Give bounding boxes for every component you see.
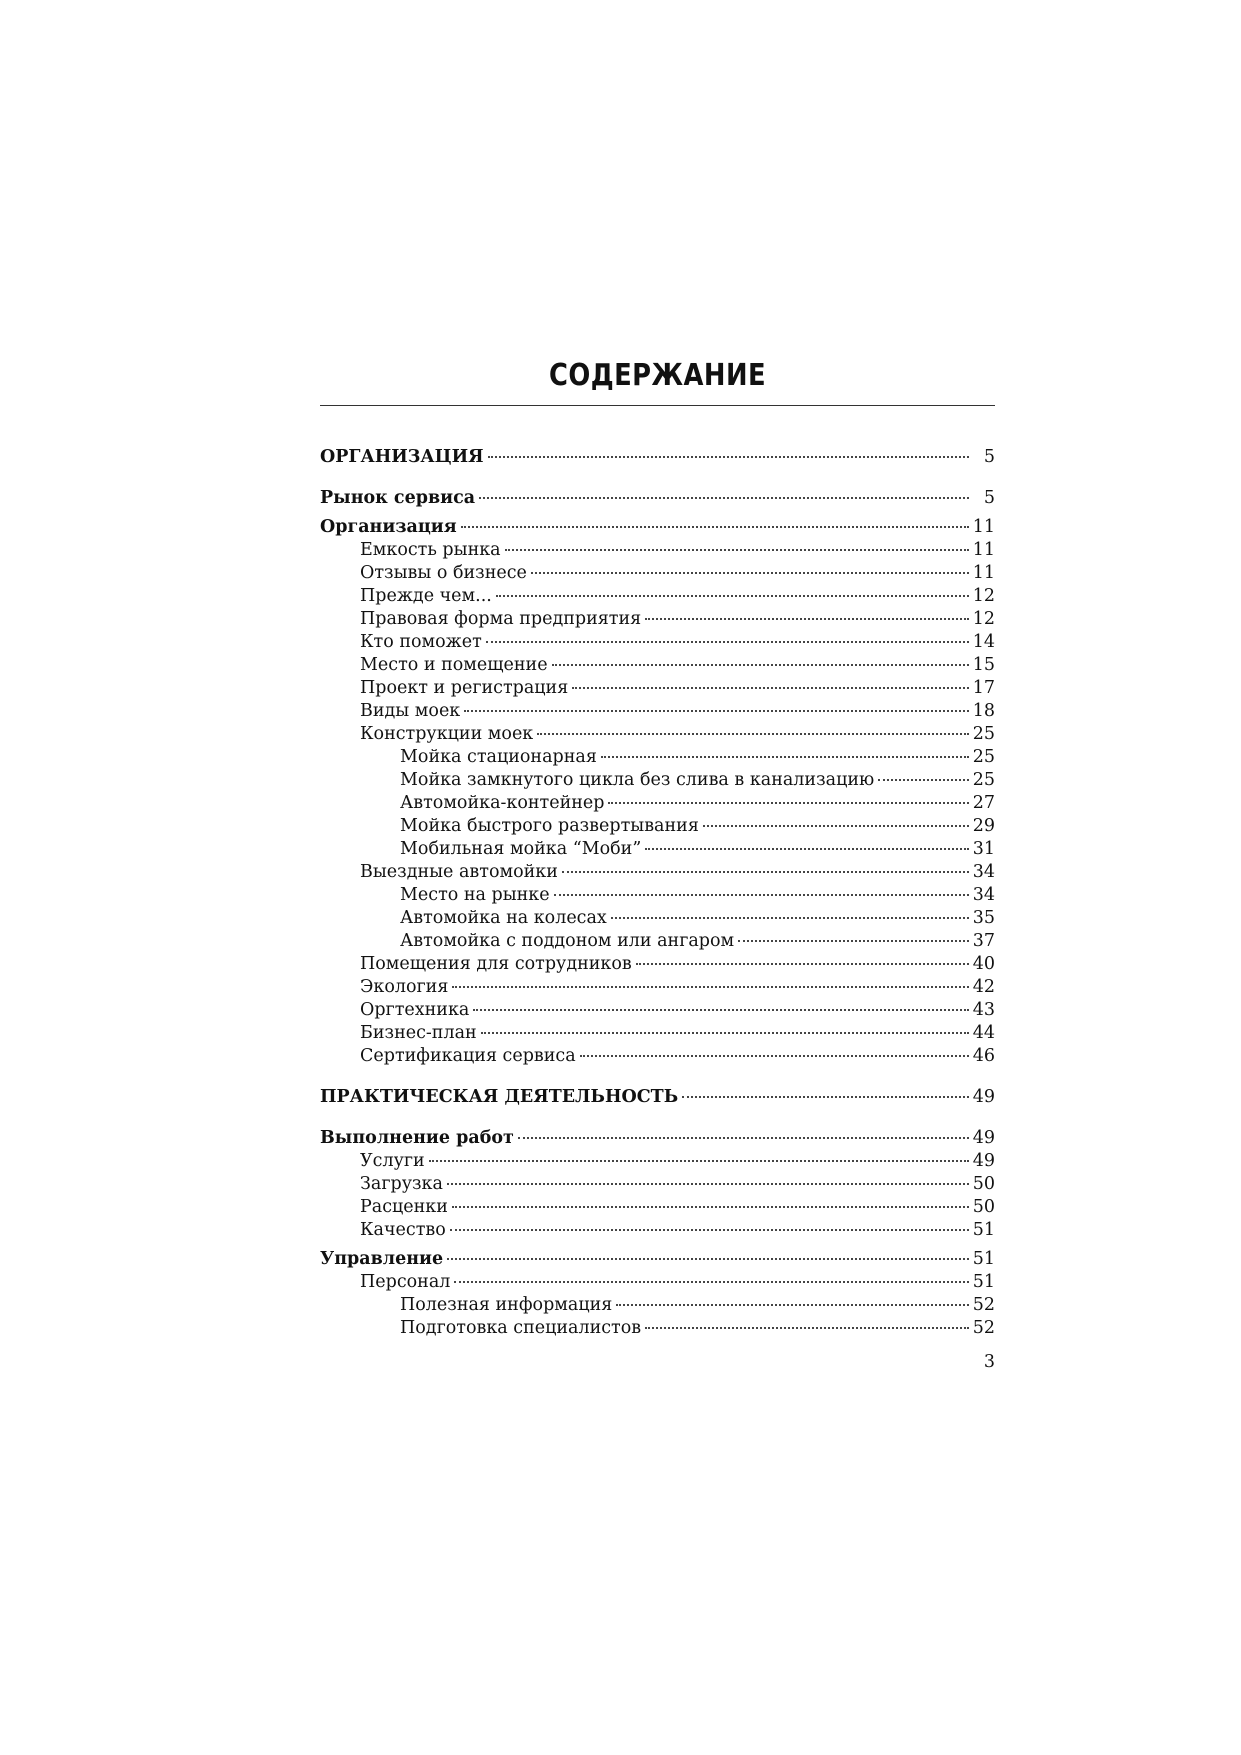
toc-entry-page: 49: [972, 1151, 995, 1171]
dot-leader: [488, 456, 969, 458]
toc-entry-page: 43: [972, 1000, 995, 1020]
toc-entry-label: Мойка быстрого развертывания: [400, 816, 699, 836]
toc-entry[interactable]: [320, 446, 995, 469]
toc-entry-page: 5: [983, 488, 995, 508]
dot-leader: [450, 1229, 969, 1231]
toc-entry-page: 51: [972, 1220, 995, 1240]
toc-entry-page: 11: [972, 563, 995, 583]
dot-leader: [608, 802, 968, 804]
dot-leader: [645, 848, 968, 850]
toc-entry[interactable]: [320, 1086, 995, 1109]
dot-leader: [429, 1160, 969, 1162]
toc-entry-page: 49: [972, 1087, 995, 1107]
toc-entry[interactable]: [320, 953, 995, 976]
page-title: СОДЕРЖАНИЕ: [548, 358, 767, 393]
toc-entry-label: Место на рынке: [400, 885, 550, 905]
toc-entry-page: 46: [972, 1046, 995, 1066]
toc-entry-page: 15: [972, 655, 995, 675]
dot-leader: [611, 917, 969, 919]
toc-entry[interactable]: [320, 769, 995, 792]
toc-entry-label: Кто поможет: [360, 632, 482, 652]
toc-entry-label: Сертификация сервиса: [360, 1046, 576, 1066]
dot-leader: [537, 733, 968, 735]
dot-leader: [636, 963, 969, 965]
toc-entry-label: Место и помещение: [360, 655, 548, 675]
toc-entry[interactable]: [320, 631, 995, 654]
dot-leader: [552, 664, 969, 666]
dot-leader: [554, 894, 969, 896]
toc-entry-label: Мойка стационарная: [400, 747, 597, 767]
dot-leader: [531, 572, 969, 574]
dot-leader: [486, 641, 969, 643]
toc-entry-label: Выполнение работ: [320, 1128, 514, 1148]
dot-leader: [682, 1096, 969, 1098]
toc-entry-label: Рынок сервиса: [320, 488, 476, 508]
toc-entry[interactable]: [320, 1219, 995, 1242]
toc-entry[interactable]: [320, 1127, 995, 1150]
toc-entry-page: 25: [972, 770, 995, 790]
dot-leader: [473, 1009, 968, 1011]
toc-entry-page: 44: [972, 1023, 995, 1043]
toc-entry-page: 25: [972, 724, 995, 744]
dot-leader: [645, 618, 969, 620]
toc-entry[interactable]: [320, 516, 995, 539]
dot-leader: [518, 1137, 969, 1139]
dot-leader: [496, 595, 969, 597]
dot-leader: [447, 1183, 969, 1185]
toc-entry-page: 35: [972, 908, 995, 928]
toc-entry-label: Мобильная мойка “Моби”: [400, 839, 642, 859]
dot-leader: [452, 986, 968, 988]
toc-entry-page: 49: [972, 1128, 995, 1148]
toc-entry-label: Экология: [360, 977, 449, 997]
toc-entry-label: Управление: [320, 1249, 444, 1269]
toc-entry-label: Выездные автомойки: [360, 862, 558, 882]
toc-entry-label: Емкость рынка: [360, 540, 501, 560]
toc-entry[interactable]: [320, 677, 995, 700]
toc-entry-page: 50: [972, 1197, 995, 1217]
toc-entry-label: Оргтехника: [360, 1000, 470, 1020]
toc-entry[interactable]: [320, 884, 995, 907]
toc-entry-label: Услуги: [360, 1151, 425, 1171]
toc-entry[interactable]: [320, 1294, 995, 1317]
dot-leader: [447, 1258, 969, 1260]
dot-leader: [645, 1327, 969, 1329]
toc-entry-label: Мойка замкнутого цикла без слива в канализацию: [400, 770, 875, 790]
toc-entry-label: Проект и регистрация: [360, 678, 569, 698]
toc-entry-label: Полезная информация: [400, 1295, 613, 1315]
toc-entry-page: 50: [972, 1174, 995, 1194]
toc-entry-page: 11: [972, 517, 995, 537]
toc-entry-label: Расценки: [360, 1197, 448, 1217]
page-number: 3: [983, 1352, 995, 1372]
dot-leader: [738, 940, 969, 942]
toc-entry-page: 18: [972, 701, 995, 721]
toc-entry-page: 34: [972, 885, 995, 905]
toc-entry[interactable]: [320, 1173, 995, 1196]
dot-leader: [580, 1055, 969, 1057]
toc-entry-page: 14: [972, 632, 995, 652]
toc-entry-label: Помещения для сотрудников: [360, 954, 632, 974]
dot-leader: [505, 549, 969, 551]
toc-entry[interactable]: [320, 861, 995, 884]
toc-entry-label: Правовая форма предприятия: [360, 609, 642, 629]
toc-entry-label: ОРГАНИЗАЦИЯ: [320, 447, 484, 467]
toc-entry[interactable]: [320, 1317, 995, 1340]
table-of-contents: [320, 446, 995, 1340]
dot-leader: [601, 756, 969, 758]
toc-entry-page: 52: [972, 1295, 995, 1315]
toc-entry-label: Организация: [320, 517, 457, 537]
toc-entry[interactable]: [320, 562, 995, 585]
title-divider: [320, 405, 995, 406]
toc-entry-label: Подготовка специалистов: [400, 1318, 642, 1338]
toc-entry-page: 11: [972, 540, 995, 560]
dot-leader: [572, 687, 968, 689]
toc-entry-page: 51: [972, 1272, 995, 1292]
toc-entry[interactable]: [320, 792, 995, 815]
toc-entry[interactable]: [320, 654, 995, 677]
toc-entry[interactable]: [320, 608, 995, 631]
toc-entry[interactable]: [320, 1271, 995, 1294]
toc-entry-label: Качество: [360, 1220, 446, 1240]
dot-leader: [616, 1304, 968, 1306]
toc-entry-label: Автомойка-контейнер: [400, 793, 605, 813]
toc-entry[interactable]: [320, 746, 995, 769]
toc-entry-page: 29: [972, 816, 995, 836]
toc-entry-page: 34: [972, 862, 995, 882]
toc-entry[interactable]: [320, 539, 995, 562]
toc-entry-page: 12: [972, 609, 995, 629]
toc-entry-page: 52: [972, 1318, 995, 1338]
toc-entry[interactable]: [320, 907, 995, 930]
toc-entry[interactable]: [320, 815, 995, 838]
toc-entry-page: 42: [972, 977, 995, 997]
toc-entry-label: Виды моек: [360, 701, 461, 721]
toc-entry-page: 27: [972, 793, 995, 813]
toc-entry-label: Прежде чем...: [360, 586, 492, 606]
toc-entry[interactable]: [320, 700, 995, 723]
dot-leader: [481, 1032, 969, 1034]
toc-entry[interactable]: [320, 1248, 995, 1271]
toc-entry-page: 25: [972, 747, 995, 767]
dot-leader: [479, 497, 969, 499]
toc-entry-label: Автомойка на колесах: [400, 908, 607, 928]
toc-entry[interactable]: [320, 1022, 995, 1045]
toc-entry[interactable]: [320, 930, 995, 953]
dot-leader: [461, 526, 969, 528]
dot-leader: [452, 1206, 969, 1208]
toc-entry-label: Бизнес-план: [360, 1023, 477, 1043]
toc-entry-label: Автомойка с поддоном или ангаром: [400, 931, 735, 951]
toc-entry-page: 51: [972, 1249, 995, 1269]
toc-entry-page: 12: [972, 586, 995, 606]
toc-entry-label: Загрузка: [360, 1174, 443, 1194]
toc-entry-label: ПРАКТИЧЕСКАЯ ДЕЯТЕЛЬНОСТЬ: [320, 1087, 679, 1107]
dot-leader: [703, 825, 969, 827]
toc-entry-page: 17: [972, 678, 995, 698]
toc-entry[interactable]: [320, 585, 995, 608]
dot-leader: [562, 871, 969, 873]
toc-entry[interactable]: [320, 1045, 995, 1068]
dot-leader: [454, 1281, 968, 1283]
toc-entry-page: 5: [983, 447, 995, 467]
toc-entry[interactable]: [320, 723, 995, 746]
toc-entry[interactable]: [320, 1150, 995, 1173]
dot-leader: [464, 710, 968, 712]
toc-entry[interactable]: [320, 976, 995, 999]
toc-entry-page: 40: [972, 954, 995, 974]
toc-entry[interactable]: [320, 838, 995, 861]
toc-entry[interactable]: [320, 487, 995, 510]
dot-leader: [878, 779, 969, 781]
toc-entry[interactable]: [320, 999, 995, 1022]
toc-entry-page: 31: [972, 839, 995, 859]
toc-entry-label: Конструкции моек: [360, 724, 534, 744]
toc-entry-label: Отзывы о бизнесе: [360, 563, 527, 583]
toc-entry-label: Персонал: [360, 1272, 451, 1292]
toc-entry[interactable]: [320, 1196, 995, 1219]
toc-entry-page: 37: [972, 931, 995, 951]
